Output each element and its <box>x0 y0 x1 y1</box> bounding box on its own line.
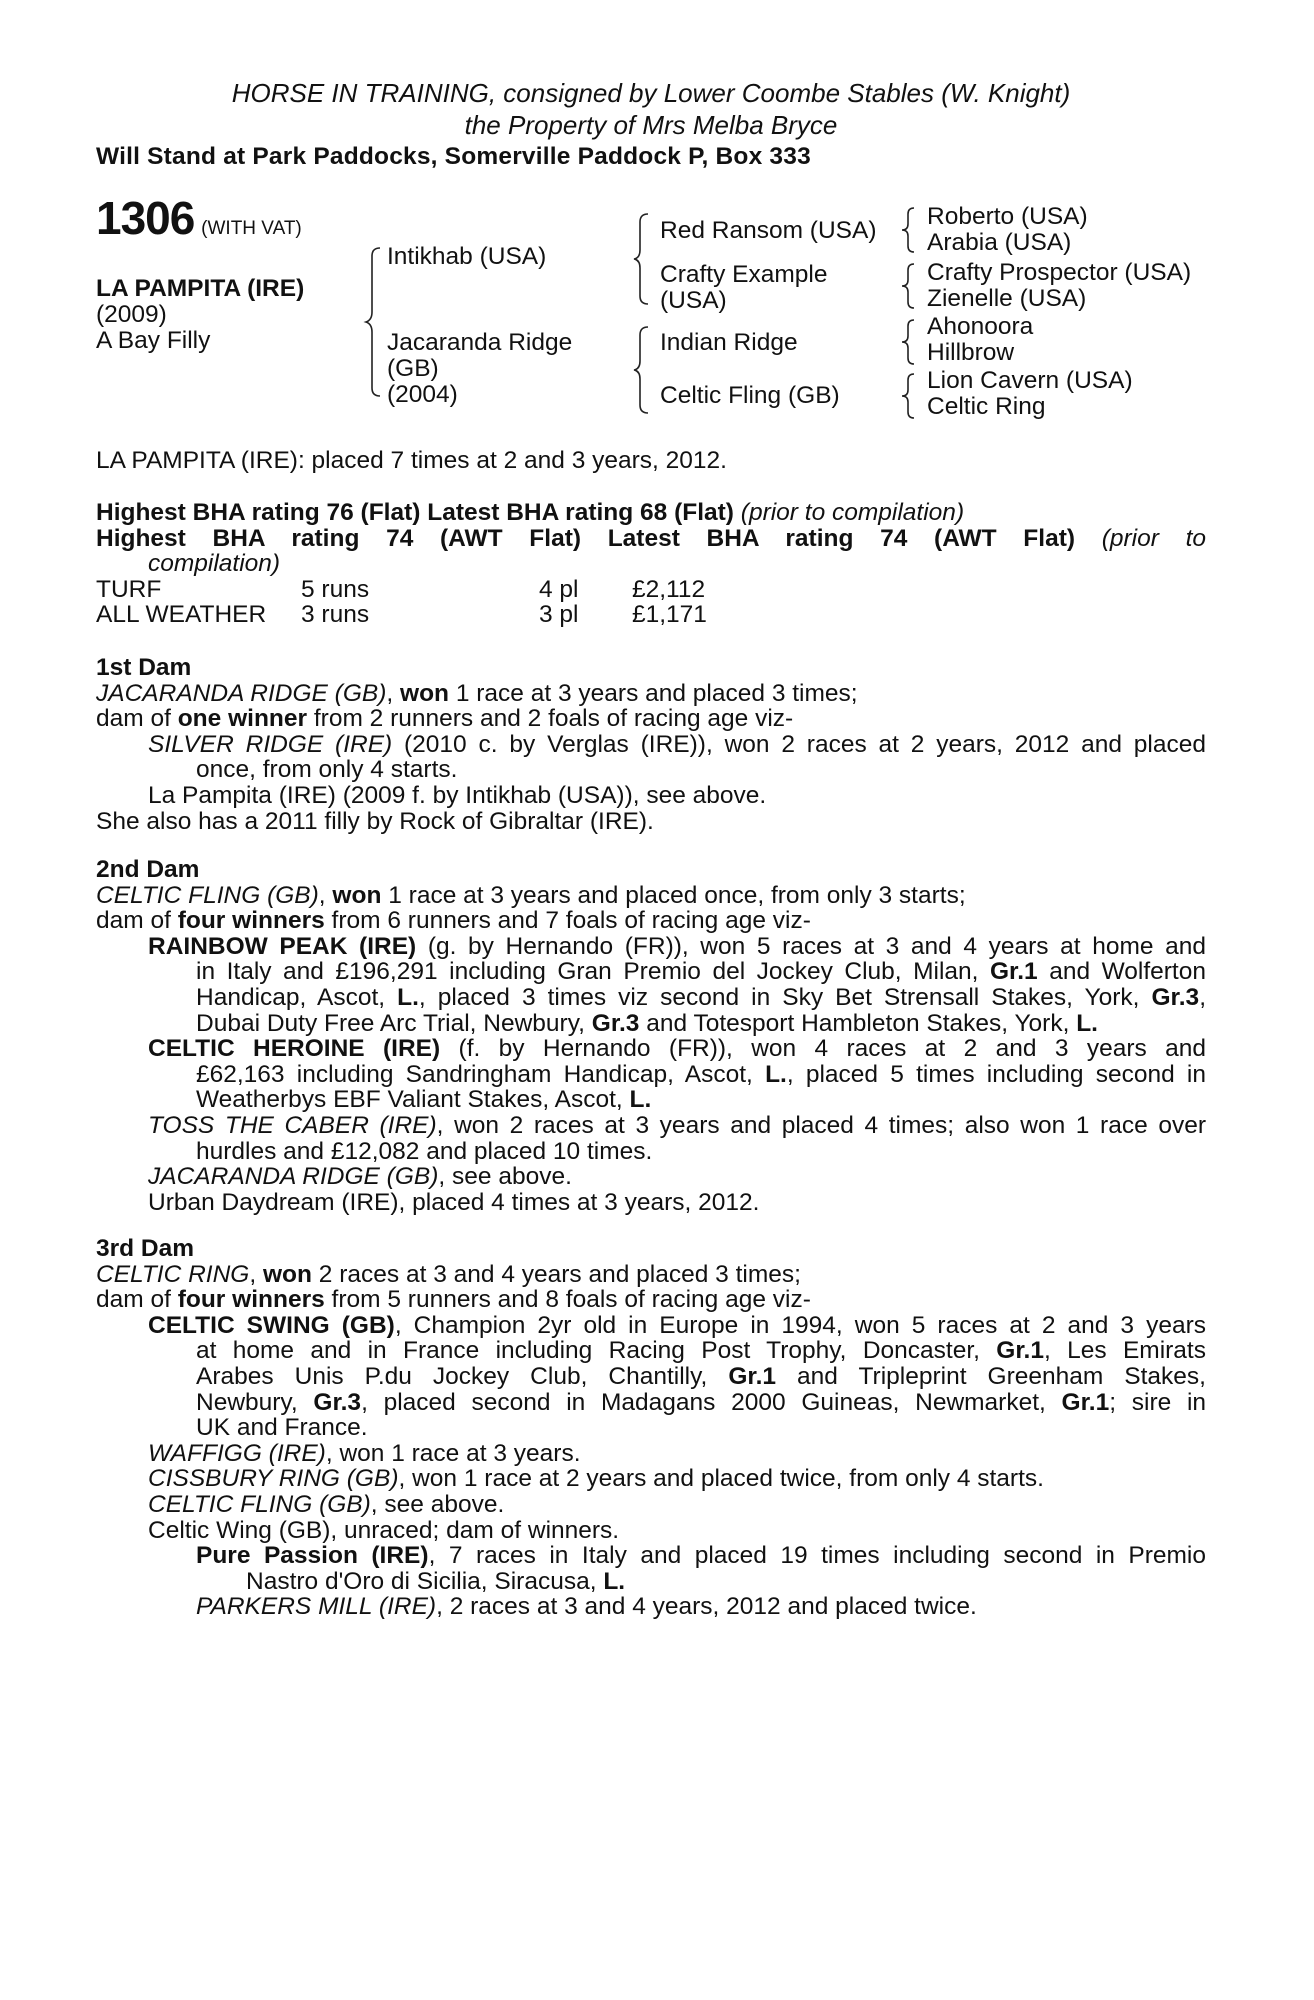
dam-of-text: dam of <box>96 705 178 733</box>
produce-name: CISSBURY RING (GB) <box>148 1465 399 1493</box>
first-dam-produce-summary <box>96 706 1206 732</box>
produce-name: RAINBOW PEAK (IRE) <box>148 932 417 960</box>
grade-label: L. <box>397 983 419 1011</box>
produce-text-cont <box>196 1087 1206 1113</box>
produce-text-cont <box>196 1011 1206 1037</box>
grade-label: Gr.1 <box>1061 1388 1110 1416</box>
produce-name: Pure Passion (IRE) <box>196 1542 429 1570</box>
produce-text: , see above. <box>438 1163 572 1191</box>
won-label: won <box>400 679 450 707</box>
pedigree-dam-sire: Indian Ridge <box>660 329 798 356</box>
dam-of-text: dam of <box>96 907 178 935</box>
first-dam-record: JACARANDA RIDGE (GB), won 1 race at 3 years and placed 3 times; <box>96 679 858 707</box>
produce-text: , placed 5 times including second in <box>786 1060 1206 1088</box>
runs-prize: £2,112 <box>632 575 706 603</box>
grade-label: Gr.1 <box>728 1362 777 1390</box>
pedigree-sire-dam-line-2: (USA) <box>660 287 727 314</box>
pedigree-g4: Zienelle (USA) <box>927 285 1087 312</box>
second-dam-produce-summary <box>96 908 1206 934</box>
pedigree-dam-dam: Celtic Fling (GB) <box>660 382 840 409</box>
produce-entry <box>148 1313 1206 1339</box>
pedigree-brace-g12 <box>902 206 920 254</box>
produce-text: , won 2 races at 3 years and placed 4 times; also won 1 race over <box>436 1111 1206 1139</box>
produce-text-cont: once, from only 4 starts. <box>196 756 458 784</box>
record-text: 2 races at 3 and 4 years and placed 3 times; <box>312 1260 801 1288</box>
produce-text-cont <box>196 1062 1206 1088</box>
runners-text: from 5 runners and 8 foals of racing age viz- <box>324 1286 811 1314</box>
grade-label: L. <box>603 1567 626 1595</box>
produce-entry <box>148 1036 1206 1062</box>
produce-name: SILVER RIDGE (IRE) <box>148 730 393 758</box>
grand-produce-entry <box>196 1543 1206 1569</box>
runs-placed: 4 pl <box>539 575 579 603</box>
produce-text-cont: hurdles and £12,082 and placed 10 times. <box>196 1137 653 1165</box>
grade-label: Gr.3 <box>591 1009 640 1037</box>
pedigree-sire: Intikhab (USA) <box>387 243 547 270</box>
pedigree-g1: Roberto (USA) <box>927 203 1088 230</box>
winners-count: four winners <box>177 1286 325 1314</box>
runs-row <box>96 602 707 628</box>
pedigree-brace-g78 <box>902 372 920 420</box>
produce-name: PARKERS MILL (IRE) <box>196 1593 437 1621</box>
produce-entry <box>148 1441 1206 1467</box>
record-text: 1 race at 3 years and placed once, from only 3 starts; <box>381 881 966 909</box>
produce-entry <box>148 1466 1206 1492</box>
rating-awt-text: Highest BHA rating 74 (AWT Flat) Latest BHA rating 74 (AWT Flat) <box>96 524 1076 552</box>
grade-label: Gr.3 <box>313 1388 362 1416</box>
produce-entry: Celtic Wing (GB), unraced; dam of winners. <box>148 1516 620 1544</box>
produce-text-cont: UK and France. <box>196 1414 368 1442</box>
grade-label: L. <box>629 1086 652 1114</box>
produce-text: Newbury, <box>196 1388 314 1416</box>
grade-label: Gr.1 <box>990 958 1038 986</box>
first-dam-section <box>96 655 1206 834</box>
produce-name: WAFFIGG (IRE) <box>148 1439 326 1467</box>
produce-text: at home and in France including Racing Post Trophy, Doncaster, <box>196 1337 997 1365</box>
pedigree-brace-dam <box>634 325 654 413</box>
produce-entry <box>148 1113 1206 1139</box>
rating-awt-note: (prior to <box>1101 524 1206 552</box>
pedigree-sire-sire: Red Ransom (USA) <box>660 217 877 244</box>
runs-surface: ALL WEATHER <box>96 601 267 629</box>
third-dam-produce-summary <box>96 1287 1206 1313</box>
foaling-year: (2009) <box>96 301 167 328</box>
produce-text: , 7 races in Italy and placed 19 times including second in Premio <box>428 1542 1206 1570</box>
produce-text: , 2 races at 3 and 4 years, 2012 and placed twice. <box>436 1593 977 1621</box>
second-dam-record: CELTIC FLING (GB), won 1 race at 3 years and placed once, from only 3 starts; <box>96 881 966 909</box>
produce-note: She also has a 2011 filly by Rock of Gibraltar (IRE). <box>96 807 654 835</box>
stand-location-line: Will Stand at Park Paddocks, Somerville Paddock P, Box 333 <box>96 143 811 170</box>
pedigree-g5: Ahonoora <box>927 313 1034 340</box>
produce-text: , Les Emirats <box>1043 1337 1206 1365</box>
runners-text: from 6 runners and 7 foals of racing age viz- <box>324 907 811 935</box>
won-label: won <box>332 881 382 909</box>
produce-entry: La Pampita (IRE) (2009 f. by Intikhab (USA)), see above. <box>148 781 767 809</box>
produce-entry <box>148 732 1206 758</box>
third-dam-section <box>96 1236 1206 1620</box>
pedigree-sire-dam-line-1: Crafty Example <box>660 261 828 288</box>
pedigree-dam-line-3: (2004) <box>387 381 458 408</box>
produce-text: , <box>1199 983 1206 1011</box>
produce-name: JACARANDA RIDGE (GB) <box>148 1163 439 1191</box>
grade-label: L. <box>1076 1009 1098 1037</box>
produce-text: (f. by Hernando (FR)), won 4 races at 2 and 3 years and <box>440 1035 1206 1063</box>
grade-label: Gr.3 <box>1151 983 1200 1011</box>
pedigree-brace-sire <box>634 212 654 304</box>
rating-awt-note-cont: compilation) <box>148 550 281 578</box>
property-line: the Property of Mrs Melba Bryce <box>464 110 838 140</box>
third-dam-record: CELTIC RING, won 2 races at 3 and 4 years and placed 3 times; <box>96 1260 801 1288</box>
pedigree-g6: Hillbrow <box>927 339 1015 366</box>
runs-row <box>96 577 707 603</box>
produce-text: , Champion 2yr old in Europe in 1994, won 5 races at 2 and 3 years <box>394 1311 1206 1339</box>
winners-count: one winner <box>177 705 308 733</box>
runs-surface: TURF <box>96 575 162 603</box>
winners-count: four winners <box>177 907 325 935</box>
produce-text: Dubai Duty Free Arc Trial, Newbury, <box>196 1009 592 1037</box>
produce-name: TOSS THE CABER (IRE) <box>148 1111 437 1139</box>
third-dam-name: CELTIC RING <box>96 1260 250 1288</box>
produce-text: and Wolferton <box>1037 958 1206 986</box>
second-dam-section <box>96 857 1206 1215</box>
produce-text: Nastro d'Oro di Sicilia, Siracusa, <box>246 1567 604 1595</box>
second-dam-heading: 2nd Dam <box>96 856 200 883</box>
produce-entry <box>148 1164 1206 1190</box>
won-label: won <box>263 1260 312 1288</box>
produce-text: , see above. <box>370 1490 505 1518</box>
produce-text: Arabes Unis P.du Jockey Club, Chantilly, <box>196 1362 729 1390</box>
pedigree-dam-line-1: Jacaranda Ridge <box>387 329 573 356</box>
consignor-line: HORSE IN TRAINING, consigned by Lower Coombe Stables (W. Knight) <box>231 78 1071 108</box>
produce-name: CELTIC SWING (GB) <box>148 1311 395 1339</box>
produce-text-cont <box>196 959 1206 985</box>
second-dam-name: CELTIC FLING (GB) <box>96 881 319 909</box>
grand-produce-entry <box>196 1594 1206 1620</box>
produce-name: CELTIC FLING (GB) <box>148 1490 371 1518</box>
runs-table <box>96 577 707 628</box>
produce-text: , won 1 race at 2 years and placed twice, from only 4 starts. <box>398 1465 1044 1493</box>
race-summary: LA PAMPITA (IRE): placed 7 times at 2 and 3 years, 2012. <box>96 447 727 474</box>
ratings-block <box>96 500 1206 628</box>
produce-name: CELTIC HEROINE (IRE) <box>148 1035 441 1063</box>
rating-flat-text: Highest BHA rating 76 (Flat) Latest BHA rating 68 (Flat) <box>96 499 734 526</box>
third-dam-heading: 3rd Dam <box>96 1235 195 1262</box>
pedigree-brace-g34 <box>902 262 920 310</box>
runs-placed: 3 pl <box>539 601 579 629</box>
pedigree-g7: Lion Cavern (USA) <box>927 367 1133 394</box>
produce-text-cont <box>196 985 1206 1011</box>
produce-text-cont <box>196 1338 1206 1364</box>
produce-text: and Totesport Hambleton Stakes, York, <box>639 1009 1077 1037</box>
runs-prize: £1,171 <box>632 601 707 629</box>
produce-text: in Italy and £196,291 including Gran Premio del Jockey Club, Milan, <box>196 958 990 986</box>
rating-flat-note: (prior to compilation) <box>740 499 965 526</box>
rating-flat-line <box>96 500 1206 526</box>
grade-label: Gr.1 <box>996 1337 1044 1365</box>
pedigree-brace-g56 <box>902 318 920 366</box>
lot-number-row <box>96 192 302 244</box>
produce-text: ; sire in <box>1109 1388 1207 1416</box>
produce-text: (2010 c. by Verglas (IRE)), won 2 races at 2 years, 2012 and placed <box>392 730 1206 758</box>
produce-text: (g. by Hernando (FR)), won 5 races at 3 and 4 years at home and <box>416 932 1206 960</box>
runs-count: 3 runs <box>301 601 370 629</box>
horse-name: LA PAMPITA (IRE) <box>96 275 305 302</box>
produce-text: Weatherbys EBF Valiant Stakes, Ascot, <box>196 1086 630 1114</box>
produce-text: and Tripleprint Greenham Stakes, <box>776 1362 1206 1390</box>
horse-description: A Bay Filly <box>96 327 211 354</box>
produce-text: , won 1 race at 3 years. <box>325 1439 581 1467</box>
produce-text-cont <box>196 1364 1206 1390</box>
record-text: 1 race at 3 years and placed 3 times; <box>449 679 858 707</box>
first-dam-name: JACARANDA RIDGE (GB) <box>96 679 387 707</box>
produce-text: , placed second in Madagans 2000 Guineas, Newmarket, <box>361 1388 1062 1416</box>
produce-entry <box>148 934 1206 960</box>
produce-text: , placed 3 times viz second in Sky Bet Strensall Stakes, York, <box>418 983 1152 1011</box>
grade-label: L. <box>765 1060 787 1088</box>
pedigree-g2: Arabia (USA) <box>927 229 1072 256</box>
lot-number: 1306 <box>96 192 195 244</box>
produce-entry <box>148 1492 1206 1518</box>
pedigree-brace-main <box>366 246 386 396</box>
pedigree-dam-line-2: (GB) <box>387 355 439 382</box>
runs-count: 5 runs <box>301 575 370 603</box>
produce-text-cont <box>246 1569 1206 1595</box>
rating-awt-line <box>96 526 1206 552</box>
produce-entry: Urban Daydream (IRE), placed 4 times at 3 years, 2012. <box>148 1188 760 1216</box>
first-dam-heading: 1st Dam <box>96 654 192 681</box>
pedigree-g3: Crafty Prospector (USA) <box>927 259 1192 286</box>
dam-of-text: dam of <box>96 1286 178 1314</box>
produce-text: £62,163 including Sandringham Handicap, Ascot, <box>196 1060 766 1088</box>
pedigree-g8: Celtic Ring <box>927 393 1046 420</box>
vat-note: (WITH VAT) <box>201 218 302 239</box>
produce-text: Handicap, Ascot, <box>196 983 398 1011</box>
produce-text-cont <box>196 1390 1206 1416</box>
runners-text: from 2 runners and 2 foals of racing age viz- <box>307 705 794 733</box>
